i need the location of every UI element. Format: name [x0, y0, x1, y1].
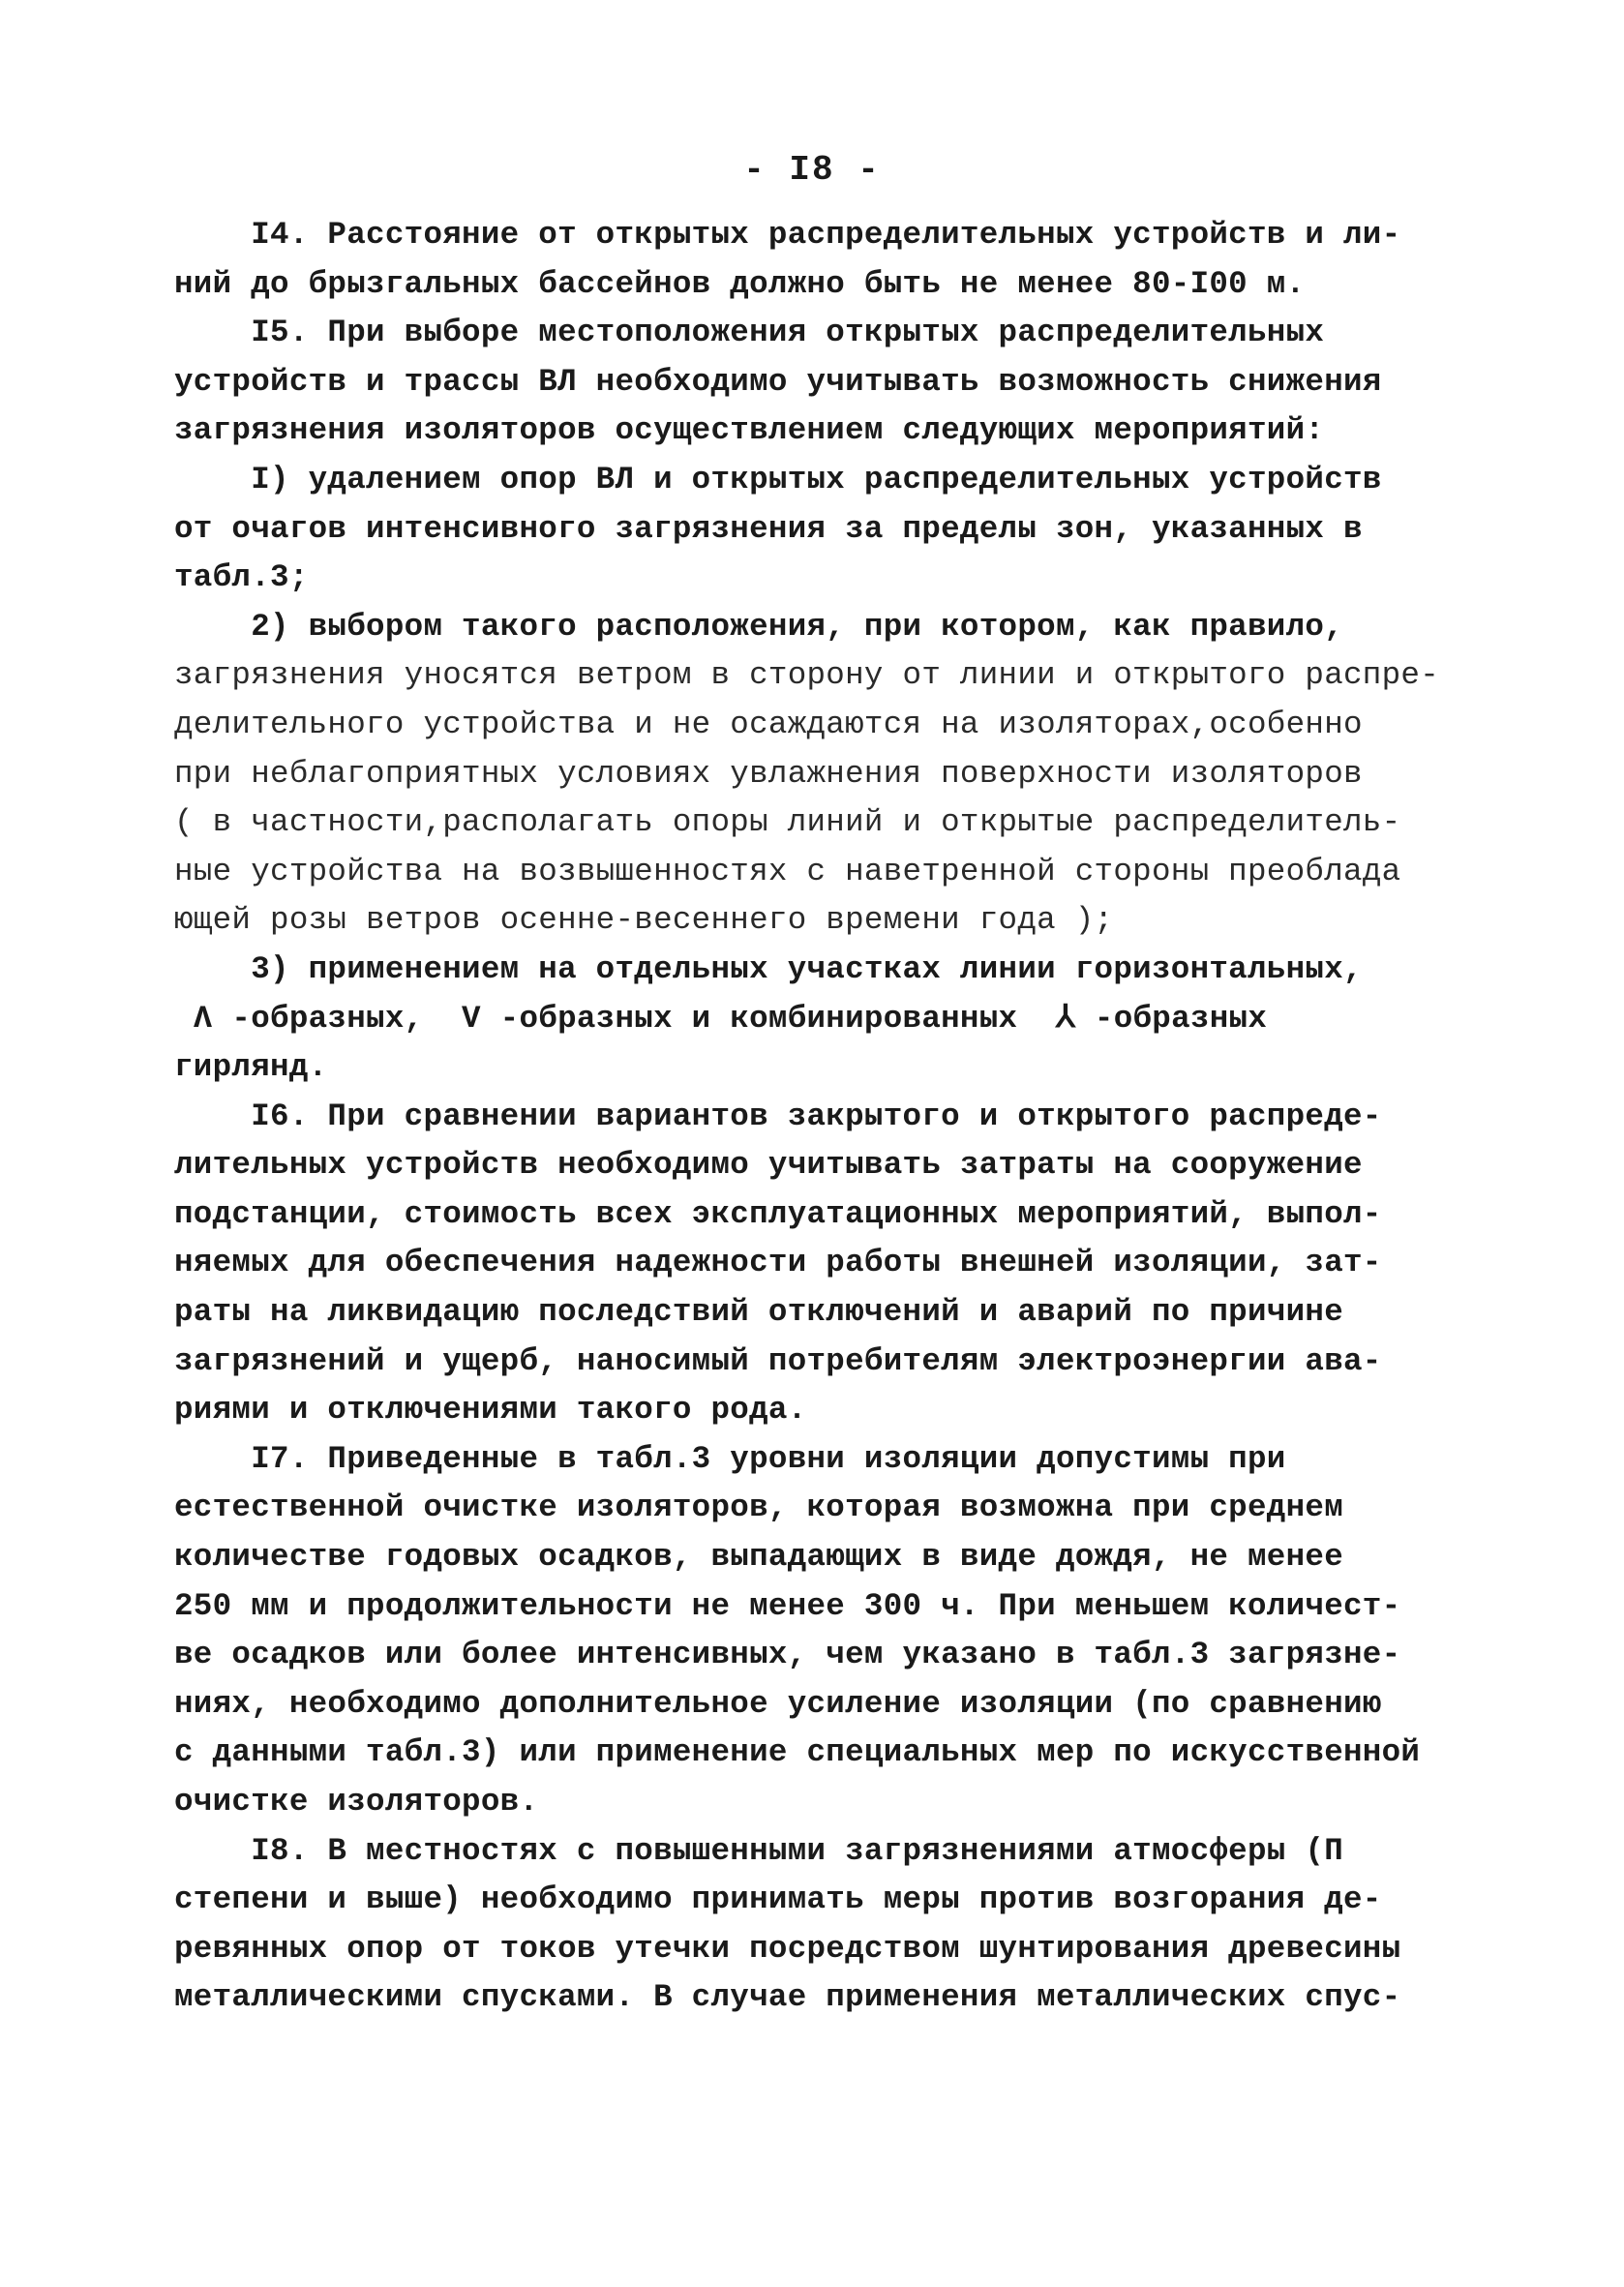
- text-line: I) удалением опор ВЛ и открытых распределительных устройств: [174, 461, 1382, 497]
- text-line: очистке изоляторов.: [174, 1784, 539, 1820]
- text-line: ющей розы ветров осенне-весеннего времени года );: [174, 902, 1114, 939]
- page-number: - I8 -: [743, 150, 881, 190]
- text-line: раты на ликвидацию последствий отключений и аварий по причине: [174, 1294, 1343, 1331]
- text-line: I5. При выборе местоположения открытых распределительных: [174, 315, 1325, 351]
- text-line: ные устройства на возвышенностях с наветренной стороны преоблада: [174, 853, 1401, 889]
- text-line: лительных устройств необходимо учитывать затраты на сооружение: [174, 1147, 1363, 1184]
- text-line: количестве годовых осадков, выпадающих в виде дождя, не менее: [174, 1539, 1343, 1576]
- text-line: загрязнения изоляторов осуществлением следующих мероприятий:: [174, 412, 1325, 449]
- text-line: I4. Расстояние от открытых распределительных устройств и ли-: [174, 217, 1401, 253]
- text-line: I7. Приведенные в табл.3 уровни изоляции допустимы при: [174, 1440, 1286, 1477]
- text-line: ве осадков или более интенсивных, чем указано в табл.3 загрязне-: [174, 1637, 1401, 1673]
- text-line: естественной очистке изоляторов, которая возможна при среднем: [174, 1490, 1343, 1526]
- text-line: табл.3;: [174, 559, 309, 596]
- text-line: подстанции, стоимость всех эксплуатационных мероприятий, выпол-: [174, 1195, 1382, 1232]
- text-line: ний до брызгальных бассейнов должно быть не менее 80-I00 м.: [174, 265, 1306, 302]
- text-line: от очагов интенсивного загрязнения за пределы зон, указанных в: [174, 510, 1363, 547]
- text-line: ( в частности,располагать опоры линий и открытые распределитель-: [174, 804, 1401, 841]
- text-line: I8. В местностях с повышенными загрязнениями атмосферы (П: [174, 1832, 1343, 1869]
- text-line: ревянных опор от токов утечки посредством шунтирования древесины: [174, 1930, 1401, 1967]
- text-line: с данными табл.3) или применение специальных мер по искусственной: [174, 1734, 1421, 1771]
- text-line: I6. При сравнении вариантов закрытого и открытого распреде-: [174, 1098, 1382, 1134]
- text-line: 2) выбором такого расположения, при котором, как правило,: [174, 608, 1343, 645]
- text-line: при неблагоприятных условиях увлажнения поверхности изоляторов: [174, 755, 1363, 792]
- text-line: степени и выше) необходимо принимать меры против возгорания де-: [174, 1881, 1382, 1918]
- text-line: Λ -образных, V -образных и комбинированных ⅄ -образных: [174, 1000, 1268, 1037]
- text-line: 250 мм и продолжительности не менее 300 ч. При меньшем количест-: [174, 1587, 1401, 1624]
- text-line: ниях, необходимо дополнительное усиление изоляции (по сравнению: [174, 1685, 1382, 1722]
- text-line: загрязнений и ущерб, наносимый потребителям электроэнергии ава-: [174, 1342, 1382, 1379]
- text-line: металлическими спусками. В случае применения металлических спус-: [174, 1979, 1401, 2016]
- text-line: гирлянд.: [174, 1049, 328, 1086]
- text-line: риями и отключениями такого рода.: [174, 1392, 807, 1429]
- text-line: 3) применением на отдельных участках линии горизонтальных,: [174, 950, 1363, 987]
- text-line: делительного устройства и не осаждаются на изоляторах,особенно: [174, 706, 1363, 742]
- text-line: устройств и трассы ВЛ необходимо учитывать возможность снижения: [174, 363, 1382, 400]
- text-line: загрязнения уносятся ветром в сторону от линии и открытого распре-: [174, 657, 1440, 694]
- text-line: няемых для обеспечения надежности работы внешней изоляции, зат-: [174, 1245, 1382, 1281]
- body-text: [174, 211, 1481, 2023]
